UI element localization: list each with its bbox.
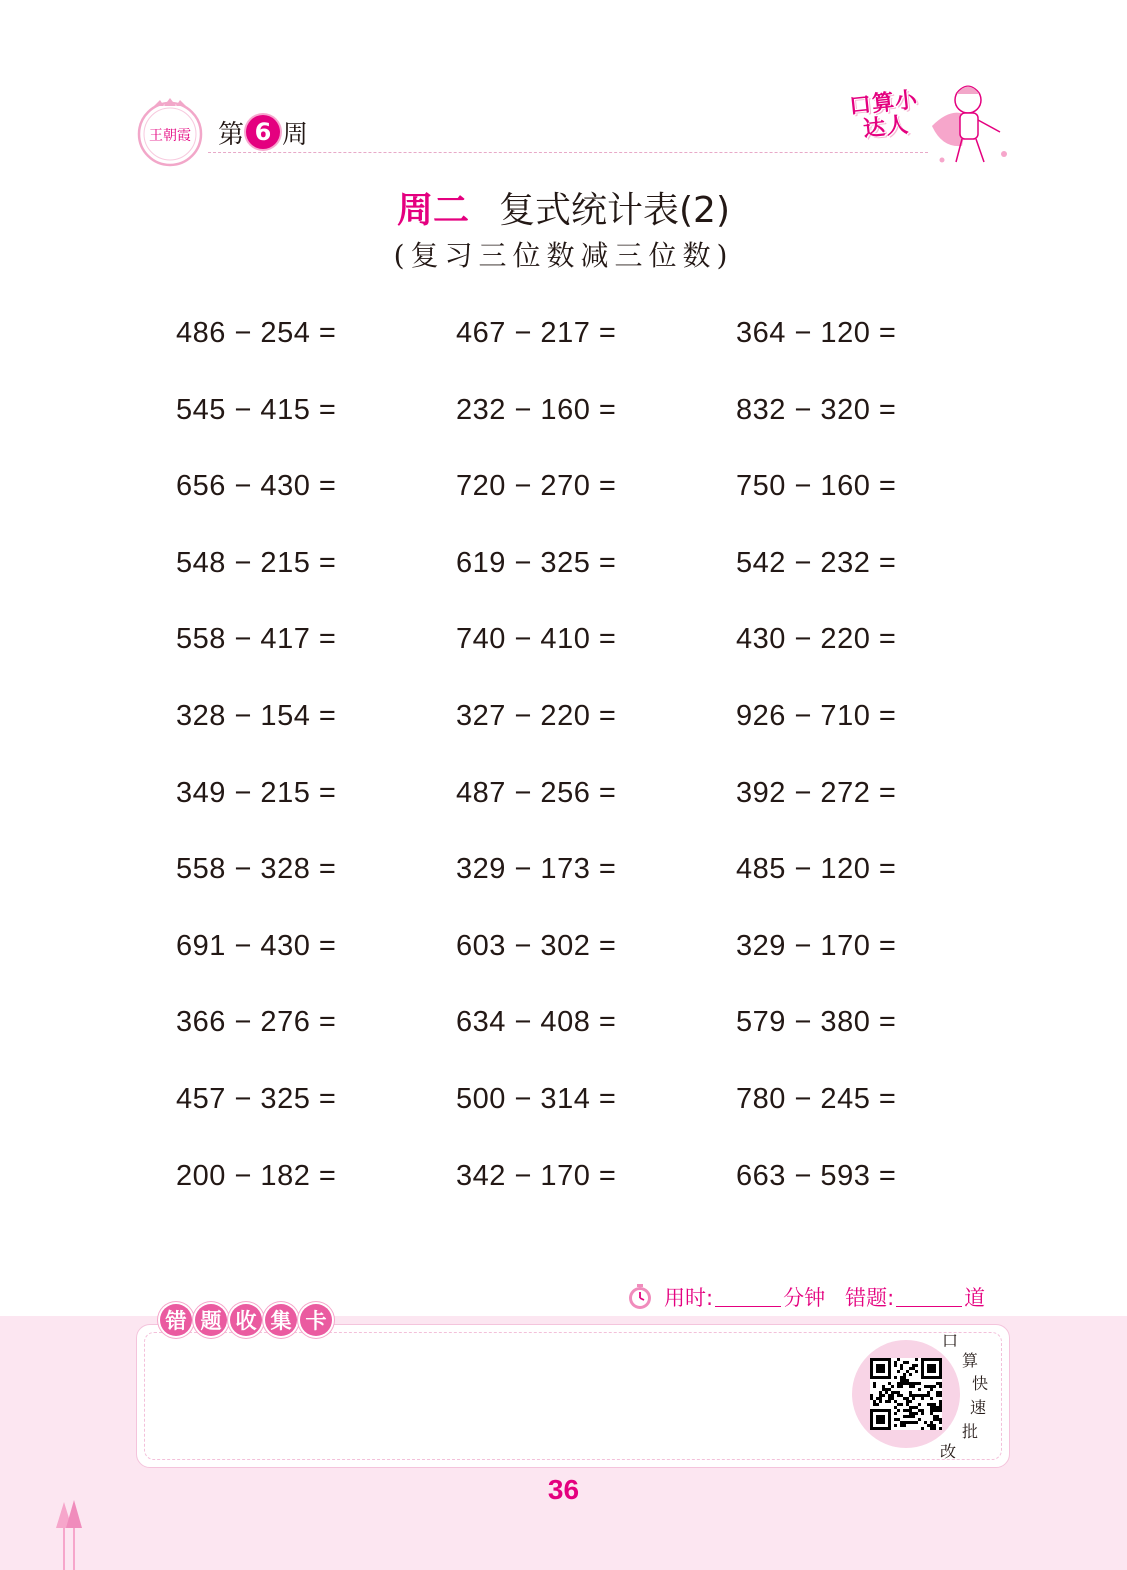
qr-caption-char: 快 (972, 1374, 989, 1393)
problem-row (176, 923, 1016, 1000)
title-day: 周二 (396, 190, 469, 231)
card-title (160, 1304, 332, 1340)
problem-row (176, 310, 1016, 387)
qr-caption-char: 批 (962, 1422, 979, 1441)
problem-item: 366 − 276 = (176, 1006, 337, 1039)
problem-row (176, 1153, 1016, 1230)
problem-item: 364 − 120 = (736, 317, 897, 349)
problem-item: 548 − 215 = (176, 546, 337, 579)
problem-row (176, 540, 1016, 617)
problem-row (176, 693, 1016, 770)
problem-item: 328 − 154 = (176, 699, 337, 732)
problem-row (176, 616, 1016, 693)
time-label: 用时: (664, 1286, 714, 1310)
arrow-up-icon (50, 1498, 90, 1570)
problem-row (176, 463, 1016, 540)
problem-item: 545 − 415 = (176, 393, 337, 426)
problem-item: 634 − 408 = (456, 1006, 617, 1039)
problem-item: 542 − 232 = (736, 546, 897, 579)
problem-row (176, 999, 1016, 1076)
problem-item: 327 − 220 = (456, 699, 617, 732)
week-suffix: 周 (282, 119, 309, 150)
page-subtitle: (复习三位数减三位数) (393, 239, 734, 272)
logo-text: 王朝霞 (149, 128, 191, 144)
mascot-illustration (922, 76, 1018, 170)
card-title-char: 收 (230, 1304, 262, 1336)
problem-item: 500 − 314 = (456, 1082, 617, 1115)
problem-item: 579 − 380 = (736, 1006, 897, 1039)
problem-row (176, 387, 1016, 464)
problem-item: 558 − 417 = (176, 623, 337, 656)
card-title-char: 题 (195, 1304, 227, 1336)
card-title-char: 集 (265, 1304, 297, 1336)
card-title-char: 卡 (300, 1304, 332, 1336)
problem-item: 656 − 430 = (176, 470, 337, 503)
problem-item: 487 − 256 = (456, 776, 617, 809)
time-unit: 分钟 (783, 1286, 826, 1310)
problem-row (176, 846, 1016, 923)
qr-caption-char: 算 (962, 1351, 979, 1370)
problem-item: 720 − 270 = (456, 470, 617, 503)
week-number-badge: 6 (246, 115, 280, 149)
page-number: 36 (547, 1474, 580, 1505)
brand-logo: 口算小达人 (848, 87, 920, 143)
time-blank[interactable] (715, 1288, 781, 1307)
header-divider (208, 152, 928, 153)
problem-item: 392 − 272 = (736, 776, 897, 809)
problem-item: 349 − 215 = (176, 776, 337, 809)
errors-label: 错题: (845, 1286, 895, 1310)
card-title-char: 错 (160, 1304, 192, 1336)
problem-item: 603 − 302 = (456, 929, 617, 962)
week-label (218, 112, 308, 152)
problem-item: 430 − 220 = (736, 623, 897, 656)
qr-caption-char: 口 (942, 1331, 959, 1350)
stopwatch-icon (626, 1283, 654, 1311)
errors-blank[interactable] (896, 1288, 962, 1307)
page-title (0, 182, 1127, 233)
problem-item: 485 − 120 = (736, 853, 897, 886)
problem-item: 663 − 593 = (736, 1159, 897, 1192)
qr-caption-char: 速 (970, 1398, 987, 1417)
qr-caption (938, 1328, 994, 1462)
problem-item: 750 − 160 = (736, 470, 897, 503)
problem-item: 200 − 182 = (176, 1159, 337, 1192)
problem-item: 619 − 325 = (456, 546, 617, 579)
problem-item: 232 − 160 = (456, 393, 617, 426)
problem-row (176, 1076, 1016, 1153)
problem-item: 329 − 170 = (736, 929, 897, 962)
qr-code-icon[interactable] (870, 1358, 942, 1430)
week-prefix: 第 (218, 119, 245, 150)
problem-item: 740 − 410 = (456, 623, 617, 656)
problem-item: 558 − 328 = (176, 853, 337, 886)
errors-unit: 道 (964, 1286, 986, 1310)
title-main: 复式统计表(2) (499, 190, 730, 231)
problem-item: 342 − 170 = (456, 1159, 617, 1192)
problem-grid (176, 310, 1016, 1229)
problem-item: 467 − 217 = (456, 317, 617, 349)
logo-badge (134, 96, 206, 168)
stats-row (626, 1280, 985, 1314)
problem-item: 832 − 320 = (736, 393, 897, 426)
problem-item: 457 − 325 = (176, 1082, 337, 1115)
problem-item: 926 − 710 = (736, 699, 897, 732)
problem-item: 780 − 245 = (736, 1082, 897, 1115)
problem-row (176, 770, 1016, 847)
problem-item: 691 − 430 = (176, 929, 337, 962)
qr-caption-char: 改 (940, 1442, 957, 1461)
problem-item: 486 − 254 = (176, 317, 337, 349)
problem-item: 329 − 173 = (456, 853, 617, 886)
